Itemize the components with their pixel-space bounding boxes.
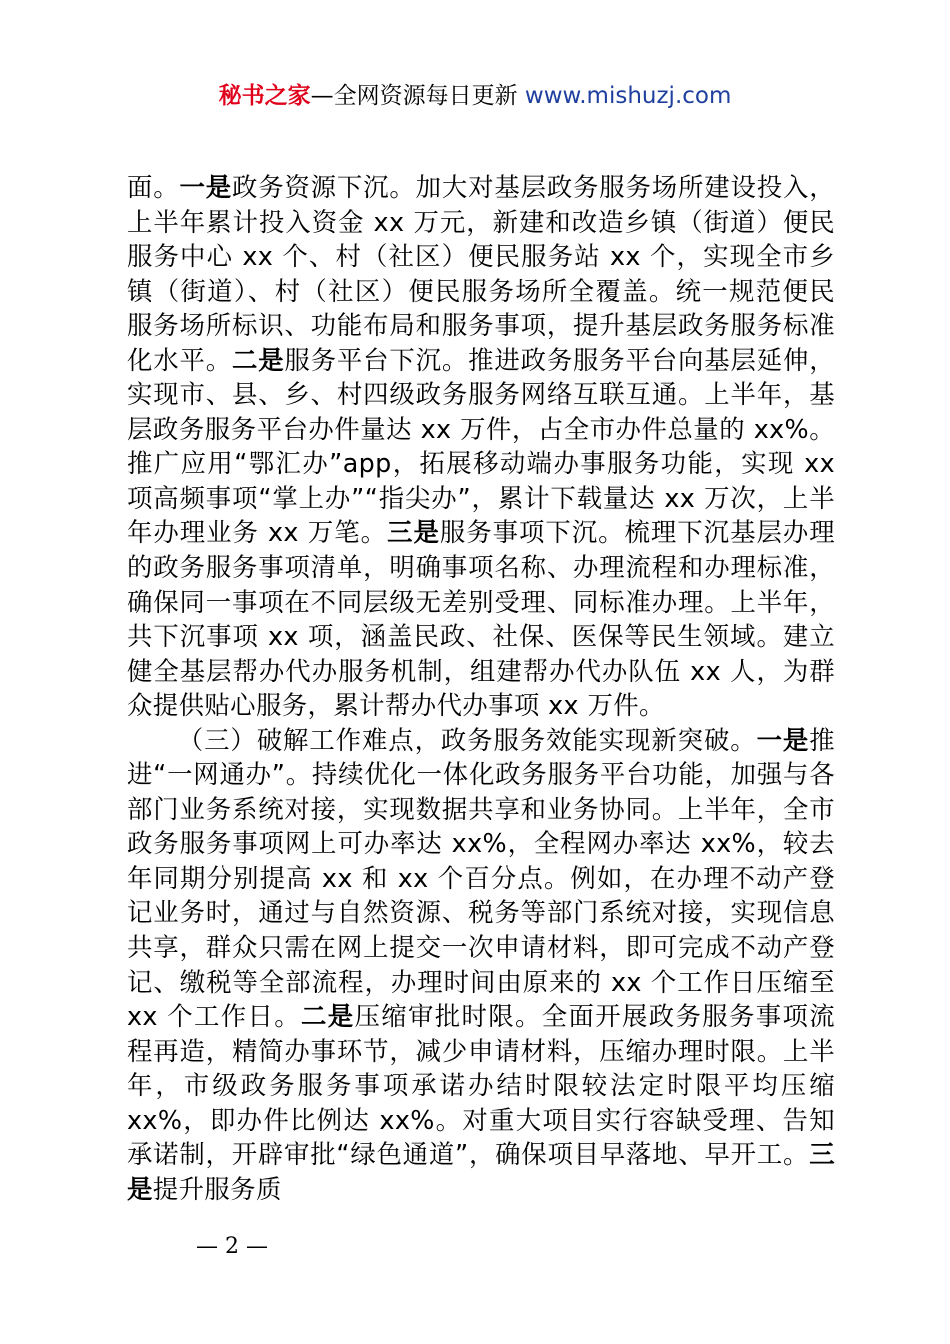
site-slogan: —全网资源每日更新: [310, 83, 518, 109]
paragraph-1-text-4: 服务事项下沉。梳理下沉基层办理的政务服务事项清单，明确事项名称、办理流程和办理标准，确保同一事项在不同层级无差别受理、同标准办理。上半年，共下沉事项 xx 项，涵盖民政、社保、医保等民生领域。建立健全基层帮办代办服务机制，组建帮办代办队伍 xx 人，为群众提供贴心服务，累计帮办代办事项 xx 万件。: [127, 517, 836, 721]
paragraph-1-bold-2: 二是: [231, 344, 285, 375]
paragraph-2-text-2: 推进“一网通办”。持续优化一体化政务服务平台功能，加强与各部门业务系统对接，实现数据共享和业务协同。上半年，全市政务服务事项网上可办率达 xx%，全程网办率达 xx%，较去年同期分别提高 xx 和 xx 个百分点。例如，在办理不动产登记业务时，通过与自然资源、税务等部门系统对接，实现信息共享，群众只需在网上提交一次申请材料，即可完成不动产登记、缴税等全部流程，办理时间由原来的 xx 个工作日压缩至 xx 个工作日。: [127, 724, 835, 1032]
paragraph-1-bold-3: 三是: [387, 517, 440, 548]
paragraph-2-bold-1: 一是: [756, 724, 810, 755]
paragraph-1: [127, 170, 835, 723]
paragraph-1-bold-1: 一是: [179, 172, 232, 202]
site-brand: 秘书之家: [218, 83, 311, 109]
paragraph-2: [127, 723, 835, 1207]
paragraph-1-text-1: 面。: [127, 172, 180, 202]
paragraph-2-text-1: （三）破解工作难点，政务服务效能实现新突破。: [177, 724, 757, 755]
paragraph-2-bold-3: 三是: [127, 1139, 835, 1204]
page-number: — 2 —: [196, 1234, 268, 1259]
site-url[interactable]: www.mishuzj.com: [524, 83, 732, 109]
site-header: [0, 78, 950, 114]
paragraph-1-text-3: 服务平台下沉。推进政务服务平台向基层延伸，实现市、县、乡、村四级政务服务网络互联互通。上半年，基层政务服务平台办件量达 xx 万件，占全市办件总量的 xx%。推广应用“鄂汇办”app，拓展移动端办事服务功能，实现 xx 项高频事项“掌上办”“指尖办”，累计下载量达 xx 万次，上半年办理业务 xx 万笔。: [127, 344, 835, 548]
document-body: [127, 170, 835, 1206]
paragraph-1-text-2: 政务资源下沉。加大对基层政务服务场所建设投入，上半年累计投入资金 xx 万元，新建和改造乡镇（街道）便民服务中心 xx 个、村（社区）便民服务站 xx 个，实现全市乡镇（街道）、村（社区）便民服务场所全覆盖。统一规范便民服务场所标识、功能布局和服务事项，提升基层政务服务标准化水平。: [127, 172, 835, 375]
paragraph-2-bold-2: 二是: [301, 1001, 355, 1032]
paragraph-2-text-4: 提升服务质: [152, 1173, 282, 1204]
paragraph-2-text-3: 压缩审批时限。全面开展政务服务事项流程再造，精简办事环节，减少申请材料，压缩办理时限。上半年，市级政务服务事项承诺办结时限较法定时限平均压缩 xx%，即办件比例达 xx%。对重大项目实行容缺受理、告知承诺制，开辟审批“绿色通道”，确保项目早落地、早开工。: [127, 1001, 835, 1170]
